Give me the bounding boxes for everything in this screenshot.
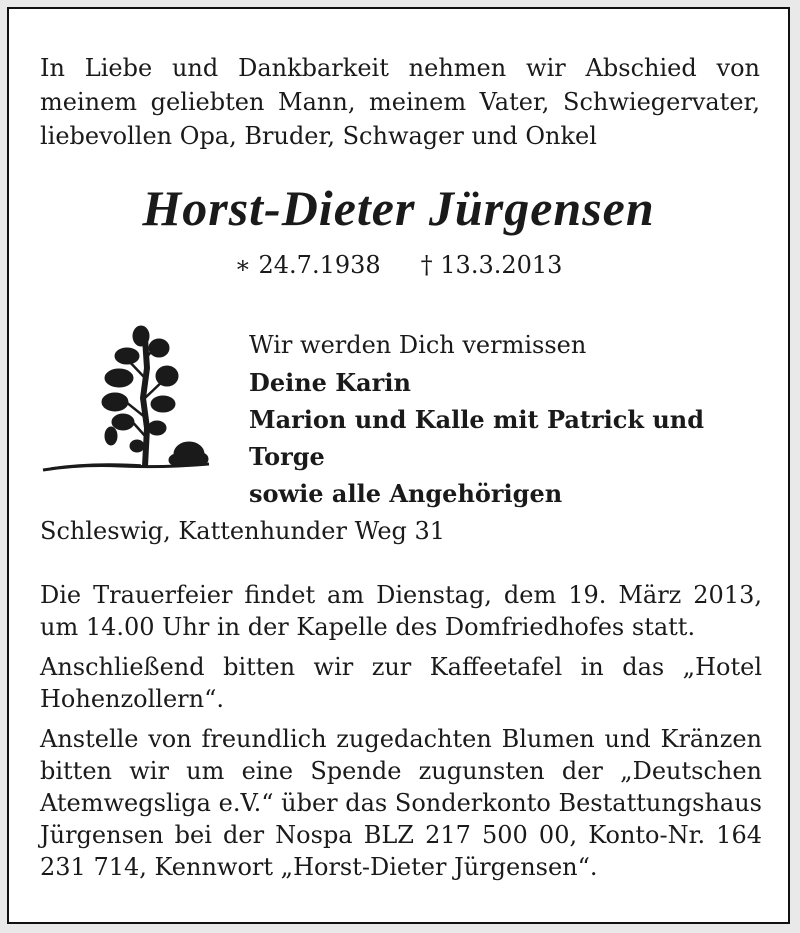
birth-date: ∗ 24.7.1938 [234,251,381,279]
family-line: Deine Karin [249,368,411,397]
intro-line: liebevollen Opa, Bruder, Schwager und Onkel [40,122,597,150]
address: Schleswig, Kattenhunder Weg 31 [40,517,446,545]
family-line: sowie alle Angehörigen [249,479,563,508]
intro-text [40,51,760,153]
death-date: † 13.3.2013 [420,251,563,279]
family-line: Marion und Kalle mit Patrick und Torge [249,405,705,471]
intro-line: meinem geliebten Mann, meinem Vater, Schwiegervater, [40,88,760,116]
deceased-name: Horst-Dieter Jürgensen [142,180,655,236]
life-dates [9,251,788,279]
tree-icon [41,318,211,478]
reception-paragraph: Anschließend bitten wir zur Kaffeetafel in das „Hotel Hohenzollern“. [40,653,762,713]
miss-line: Wir werden Dich vermissen [249,331,587,359]
closing-block [249,327,779,512]
obituary-notice [7,7,790,924]
ceremony-info [40,579,762,891]
intro-line: In Liebe und Dankbarkeit nehmen wir Abschied von [40,54,760,82]
donation-paragraph: Anstelle von freundlich zugedachten Blumen und Kränzen bitten wir um eine Spende zugunsten der „Deutschen Atemwegsliga e.V.“ über das Sonderkonto Bestattungshaus Jürgensen bei der Nospa BLZ 217 500 00, Konto-Nr. 164 231 714, Kennwort „Horst-Dieter Jürgensen“. [40,725,762,881]
funeral-paragraph: Die Trauerfeier findet am Dienstag, dem 19. März 2013, um 14.00 Uhr in der Kapelle des Domfriedhofes statt. [40,581,762,641]
